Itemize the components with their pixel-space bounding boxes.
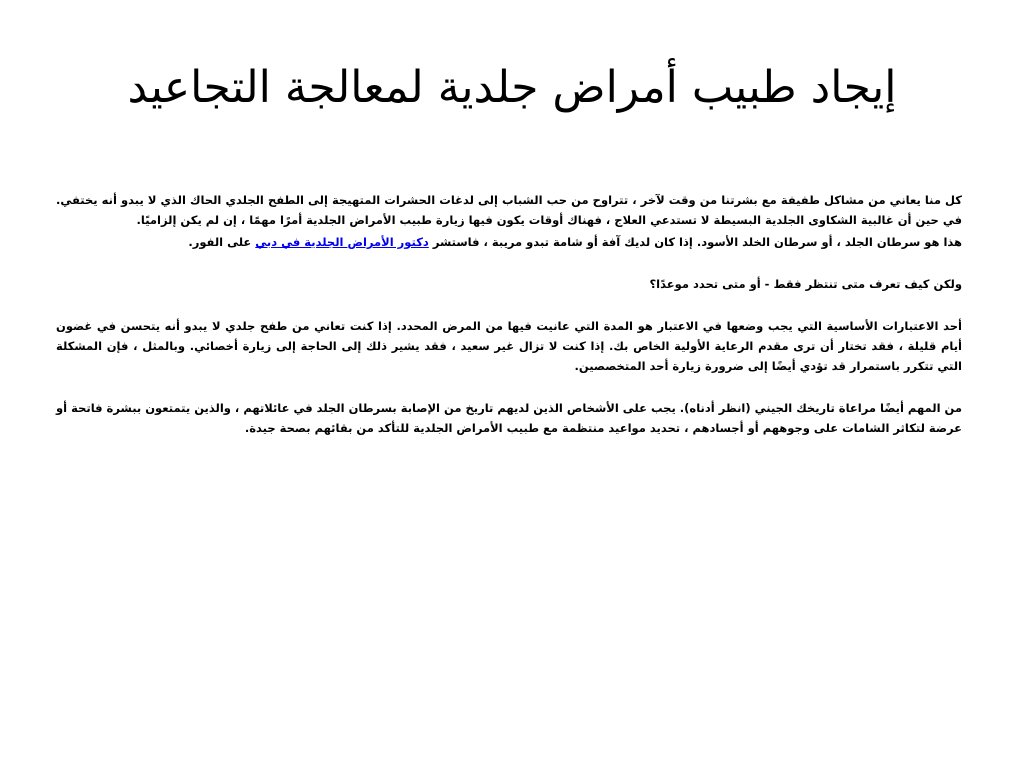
slide-body bbox=[56, 190, 962, 438]
dermatologist-dubai-link[interactable]: دكتور الأمراض الجلدية في دبي bbox=[255, 235, 429, 249]
slide-title: إيجاد طبيب أمراض جلدية لمعالجة التجاعيد bbox=[127, 62, 897, 113]
paragraph-question: ولكن كيف تعرف متى تنتظر فقط - أو متى تحدد موعدًا؟ bbox=[649, 277, 962, 291]
paragraph-skin-cancer-text: هذا هو سرطان الجلد ، أو سرطان الخلد الأسود. إذا كان لديك آفة أو شامة تبدو مريبة ، فاستشر bbox=[428, 235, 962, 249]
paragraph-intro: كل منا يعاني من مشاكل طفيفة مع بشرتنا من وقت لآخر ، تتراوح من حب الشباب إلى لدغات الحشرات المتهيجة إلى الطفح الجلدي الحاك الذي لا يبدو أنه يختفي. في حين أن غالبية الشكاوى الجلدية البسيطة لا تستدعي العلاج ، فهناك أوقات يكون فيها زيارة طبيب الأمراض الجلدية أمرًا مهمًا ، إن لم يكن إلزاميًا. bbox=[56, 193, 962, 227]
paragraph-skin-cancer-end: على الفور. bbox=[188, 235, 256, 249]
paragraph-skin-cancer bbox=[56, 232, 962, 252]
paragraph-genetic-history: من المهم أيضًا مراعاة تاريخك الجيني (انظر أدناه). يجب على الأشخاص الذين لديهم تاريخ من الإصابة بسرطان الجلد في عائلاتهم ، والذين يتمتعون ببشرة فاتحة أو عرضة لتكاثر الشامات على وجوههم أو أجسادهم ، تحديد مواعيد منتظمة مع طبيب الأمراض الجلدية للتأكد من بقائهم بصحة جيدة. bbox=[56, 401, 962, 435]
paragraph-considerations: أحد الاعتبارات الأساسية التي يجب وضعها في الاعتبار هو المدة التي عانيت فيها من المرض المحدد. إذا كنت تعاني من طفح جلدي لا يبدو أنه يتحسن في غضون أيام قليلة ، فقد تختار أن ترى مقدم الرعاية الأولية الخاص بك. إذا كنت لا تزال غير سعيد ، فقد يشير ذلك إلى الحاجة إلى زيارة أخصائي. وبالمثل ، فإن المشكلة التي تتكرر باستمرار قد تؤدي أيضًا إلى ضرورة زيارة أحد المتخصصين. bbox=[56, 319, 962, 373]
